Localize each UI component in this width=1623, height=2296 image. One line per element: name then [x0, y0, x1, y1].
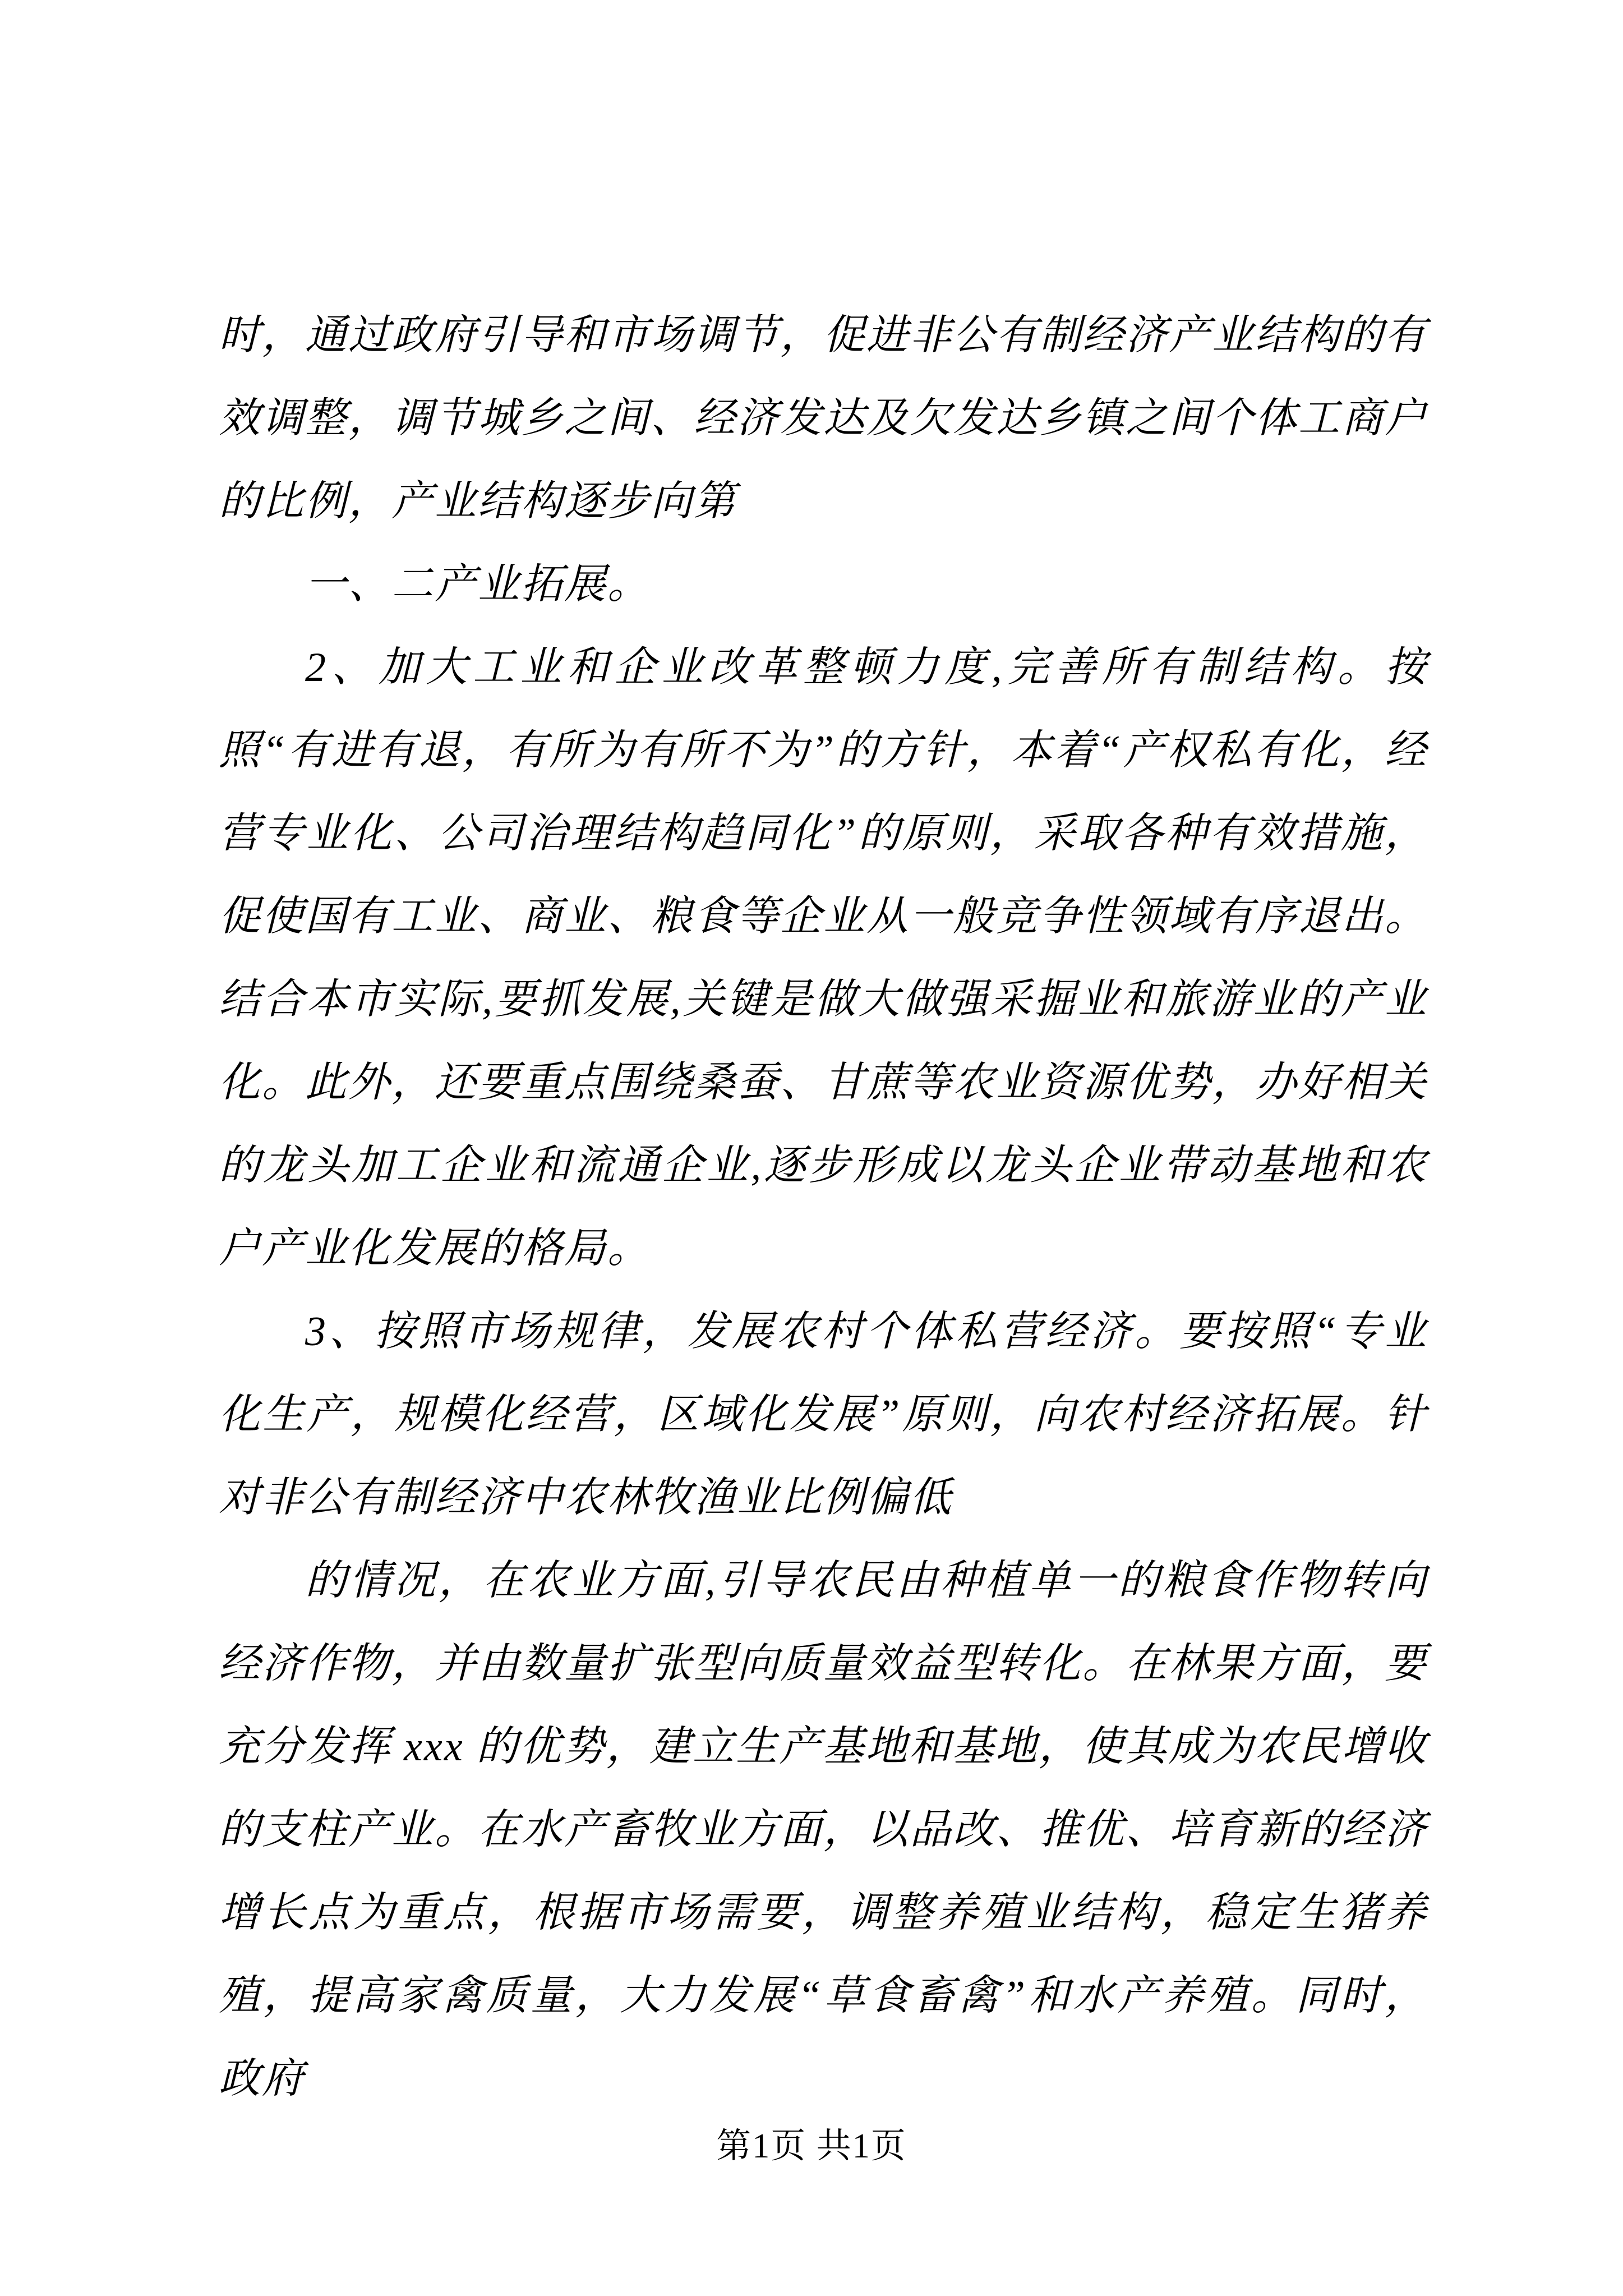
- page-number-text: 第1页 共1页: [716, 2127, 907, 2165]
- paragraph-industry-expansion: 一、二产业拓展。: [305, 562, 651, 608]
- page-footer: [0, 2126, 1623, 2166]
- paragraph-item-2: 2、加大工业和企业改革整顿力度,完善所有制结构。按照“有进有退，有所为有所不为”的方针，本着“产权私有化，经营专业化、公司治理结构趋同化”的原则，采取各种有效措施，促使国有工业、商业、粮食等企业从一般竞争性领域有序退出。结合本市实际,要抓发展,关键是做大做强采掘业和旅游业的产业化。此外，还要重点围绕桑蚕、甘蔗等农业资源优势，办好相关的龙头加工企业和流通企业,逐步形成以龙头企业带动基地和农户产业化发展的格局。: [219, 645, 1428, 1272]
- paragraph-item-3: 3、按照市场规律，发展农村个体私营经济。要按照“专业化生产，规模化经营，区域化发展”原则，向农村经济拓展。针对非公有制经济中农林牧渔业比例偏低: [219, 1309, 1428, 1521]
- paragraph-agriculture-detail: 的情况，在农业方面,引导农民由种植单一的粮食作物转向经济作物，并由数量扩张型向质量效益型转化。在林果方面，要充分发挥 xxx 的优势，建立生产基地和基地，使其成为农民增收的支柱产业。在水产畜牧业方面，以品改、推优、培育新的经济增长点为重点，根据市场需要，调整养殖业结构，稳定生猪养殖，提高家禽质量，大力发展“草食畜禽”和水产养殖。同时，政府: [219, 1558, 1428, 2102]
- paragraph-continuation: 时，通过政府引导和市场调节，促进非公有制经济产业结构的有效调整，调节城乡之间、经济发达及欠发达乡镇之间个体工商户的比例，产业结构逐步向第: [219, 312, 1428, 524]
- document-body: [219, 294, 1428, 2120]
